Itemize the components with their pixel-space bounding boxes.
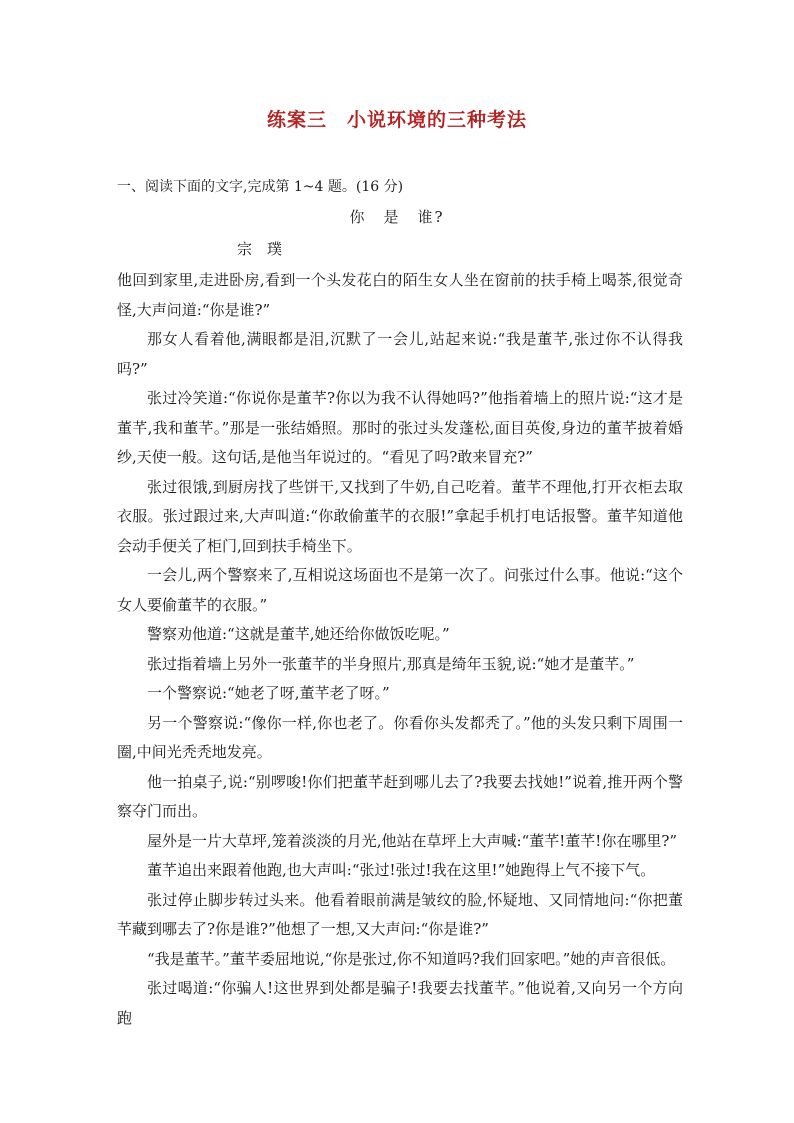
story-author: 宗 璞: [237, 240, 283, 258]
story-title: 你 是 谁?: [349, 208, 445, 226]
paragraph: 张过喝道:“你骗人!这世界到处都是骗子!我要去找董芊。”他说着,又向另一个方向跑: [117, 979, 683, 1027]
paragraph: 另一个警察说:“像你一样,你也老了。你看你头发都秃了。”他的头发只剩下周围一圈,中间光秃秃地发亮。: [117, 713, 683, 761]
question-instruction: 一、阅读下面的文字,完成第 1~4 题。(16 分): [117, 179, 404, 195]
paragraph: 一会儿,两个警察来了,互相说这场面也不是第一次了。问张过什么事。他说:“这个女人要偷董芊的衣服。”: [117, 566, 683, 614]
paragraph: 警察劝他道:“这就是董芊,她还给你做饭吃呢。”: [147, 625, 450, 643]
paragraph: 张过很饿,到厨房找了些饼干,又找到了牛奶,自己吃着。董芊不理他,打开衣柜去取衣服。张过跟过来,大声叫道:“你敢偷董芊的衣服!”拿起手机打电话报警。董芊知道他会动手便关了柜门,回到扶手椅坐下。: [117, 477, 683, 555]
paragraph: “我是董芊。”董芊委屈地说,“你是张过,你不知道吗?我们回家吧。”她的声音很低。: [147, 949, 676, 968]
paragraph: 他回到家里,走进卧房,看到一个头发花白的陌生女人坐在窗前的扶手椅上喝茶,很觉奇怪,大声问道:“你是谁?”: [117, 271, 683, 319]
paragraph: 一个警察说:“她老了呀,董芊老了呀。”: [147, 684, 390, 702]
paragraph: 屋外是一片大草坪,笼着淡淡的月光,他站在草坪上大声喊:“董芊!董芊!你在哪里?”: [147, 831, 678, 850]
paragraph: 张过指着墙上另外一张董芊的半身照片,那真是绮年玉貌,说:“她才是董芊。”: [147, 654, 635, 673]
paragraph: 他一拍桌子,说:“别啰唆!你们把董芊赶到哪儿去了?我要去找她!”说着,推开两个警察夺门而出。: [117, 772, 683, 820]
paragraph: 张过冷笑道:“你说你是董芊?你以为我不认得她吗?”他指着墙上的照片说:“这才是董芊,我和董芊。”那是一张结婚照。那时的张过头发蓬松,面目英俊,身边的董芊披着婚纱,天使一般。这句话,是他当年说过的。“看见了吗?敢来冒充?”: [117, 389, 683, 466]
page-title: 练案三 小说环境的三种考法: [266, 109, 527, 131]
paragraph: 那女人看着他,满眼都是泪,沉默了一会儿,站起来说:“我是董芊,张过你不认得我吗?”: [117, 330, 683, 378]
paragraph: 张过停止脚步转过头来。他看着眼前满是皱纹的脸,怀疑地、又同情地问:“你把董芊藏到哪去了?你是谁?”他想了一想,又大声问:“你是谁?”: [117, 890, 683, 938]
paragraph: 董芊追出来跟着他跑,也大声叫:“张过!张过!我在这里!”她跑得上气不接下气。: [147, 861, 656, 879]
story-body: [117, 266, 683, 1033]
